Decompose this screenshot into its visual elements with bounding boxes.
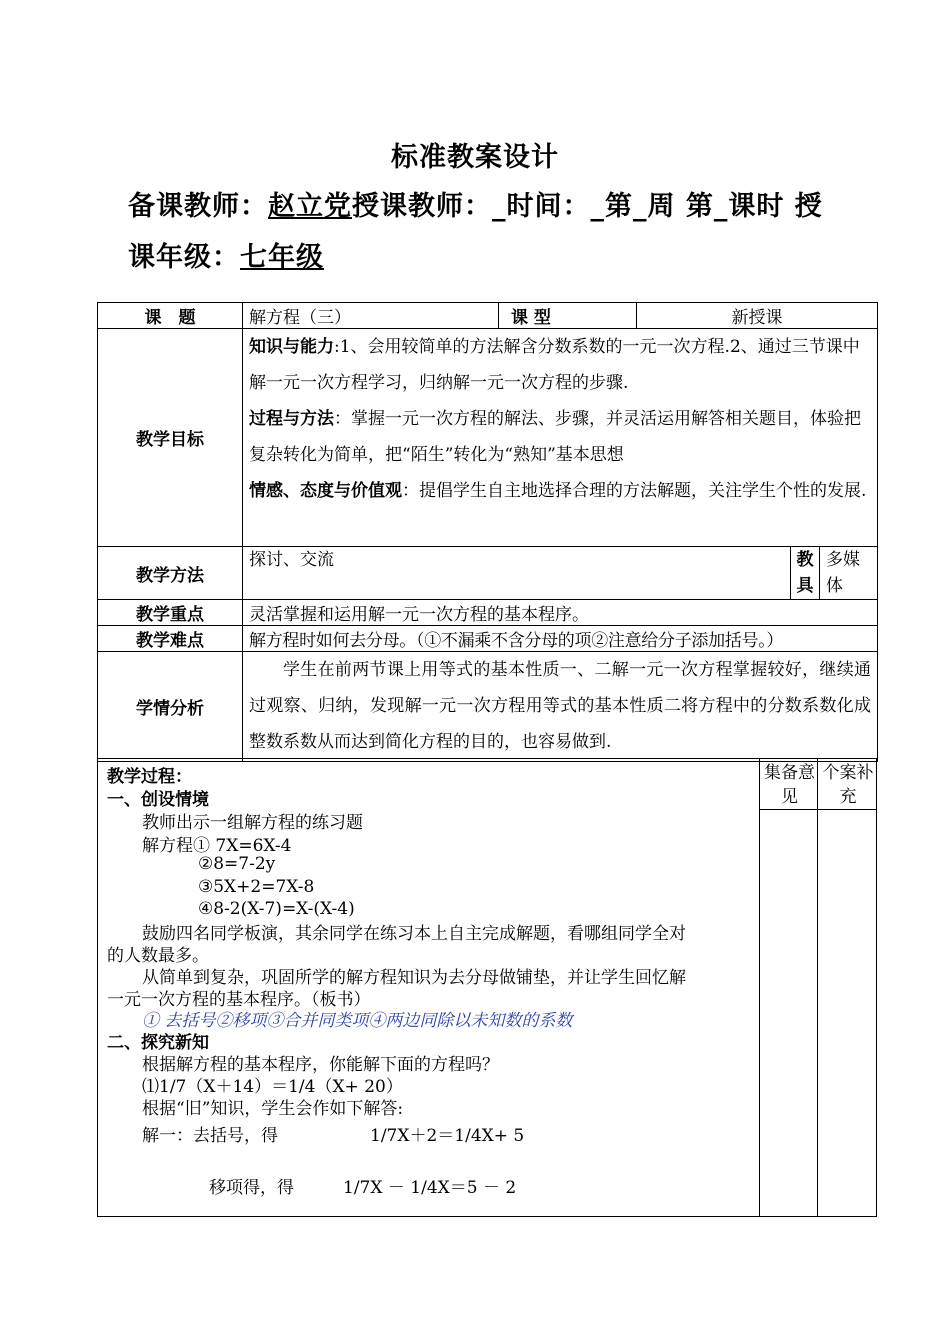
topic-value: 解方程（三） — [243, 303, 499, 329]
column-divider — [817, 759, 818, 1216]
goals-content — [243, 329, 878, 547]
analysis-label: 学情分析 — [98, 652, 243, 762]
difficult-row — [98, 626, 878, 652]
process-line: 从简单到复杂，巩固所学的解方程知识为去分母做铺垫，并让学生回忆解 — [142, 968, 686, 988]
section-1-heading: 一、创设情境 — [107, 790, 209, 810]
tool-value: 多媒体 — [820, 547, 878, 600]
process-line: ③5X+2=7X-8 — [198, 877, 315, 897]
prep-teacher-label: 备课教师： — [128, 191, 268, 222]
method-value: 探讨、交流 — [243, 547, 791, 600]
key-label: 教学重点 — [98, 600, 243, 626]
process-line: 根据解方程的基本程序，你能解下面的方程吗？ — [142, 1055, 499, 1075]
grade-label: 课年级： — [128, 242, 240, 273]
grade-value: 七年级 — [240, 242, 324, 273]
goal-emotion: 情感、态度与价值观：提倡学生自主地选择合理的方法解题，关注学生个性的发展. — [249, 481, 867, 501]
process-line: ②8=7-2y — [198, 854, 276, 874]
header-line-1 — [128, 184, 888, 223]
goals-row — [98, 329, 878, 547]
teaching-process-box — [97, 758, 877, 1217]
header-line-2 — [128, 235, 888, 274]
page-title: 标准教案设计 — [391, 142, 559, 173]
process-equation: 1/7X － 1/4X＝5 － 2 — [343, 1178, 517, 1198]
type-label: 课 型 — [499, 303, 637, 329]
process-line: 解一：去括号，得 — [142, 1126, 278, 1146]
side-column-jibei: 集备意见 — [764, 763, 815, 807]
key-value: 灵活掌握和运用解一元一次方程的基本程序。 — [243, 600, 878, 626]
difficult-value: 解方程时如何去分母。（①不漏乘不含分母的项②注意给分子添加括号。） — [243, 626, 878, 652]
process-line: ⑴1/7（X＋14）＝1/4（X+ 20） — [142, 1077, 403, 1097]
process-equation: 1/7X＋2＝1/4X+ 5 — [370, 1126, 525, 1146]
tool-label: 教具 — [791, 547, 820, 600]
process-line: 鼓励四名同学板演，其余同学在练习本上自主完成解题，看哪组同学全对 — [142, 924, 686, 944]
method-row — [98, 547, 878, 600]
column-divider — [759, 759, 760, 1216]
process-heading: 教学过程： — [107, 767, 192, 787]
method-label: 教学方法 — [98, 547, 243, 600]
teach-info-label: 授课教师：_时间：_第_周 第_课时 授 — [352, 191, 823, 222]
process-line: 移项得，得 — [209, 1178, 294, 1198]
process-line: 解方程① 7X=6X-4 — [142, 836, 292, 856]
topic-row — [98, 303, 878, 329]
analysis-value: 学生在前两节课上用等式的基本性质一、二解一元一次方程掌握较好，继续通过观察、归纳，发现解一元一次方程用等式的基本性质二将方程中的分数系数化成整数系数从而达到简化方程的目的，也容易做到. — [243, 652, 878, 762]
goal-process: 过程与方法：掌握一元一次方程的解法、步骤，并灵活运用解答相关题目，体验把复杂转化为简单，把“陌生”转化为“熟知”基本思想 — [249, 409, 861, 465]
process-line: 教师出示一组解方程的练习题 — [142, 813, 363, 833]
type-value: 新授课 — [637, 303, 878, 329]
section-2-heading: 二、探究新知 — [107, 1033, 209, 1053]
process-line: 的人数最多。 — [107, 946, 209, 966]
analysis-row — [98, 652, 878, 762]
difficult-label: 教学难点 — [98, 626, 243, 652]
lesson-info-table — [97, 302, 878, 762]
process-line: ④8-2(X-7)=X-(X-4) — [198, 899, 355, 919]
goals-label: 教学目标 — [98, 329, 243, 547]
steps-blackboard: ① 去括号②移项③合并同类项④两边同除以未知数的系数 — [142, 1011, 573, 1031]
side-column-gean: 个案补充 — [822, 763, 874, 807]
side-header-divider — [759, 809, 876, 810]
prep-teacher-name: 赵立党 — [268, 191, 352, 222]
key-row — [98, 600, 878, 626]
goal-knowledge: 知识与能力:1、会用较简单的方法解含分数系数的一元一次方程.2、通过三节课中解一元一次方程学习，归纳解一元一次方程的步骤. — [249, 337, 860, 393]
process-line: 一元一次方程的基本程序。（板书） — [107, 990, 371, 1010]
topic-label: 课 题 — [98, 303, 243, 329]
process-line: 根据“旧”知识，学生会作如下解答: — [142, 1099, 404, 1119]
